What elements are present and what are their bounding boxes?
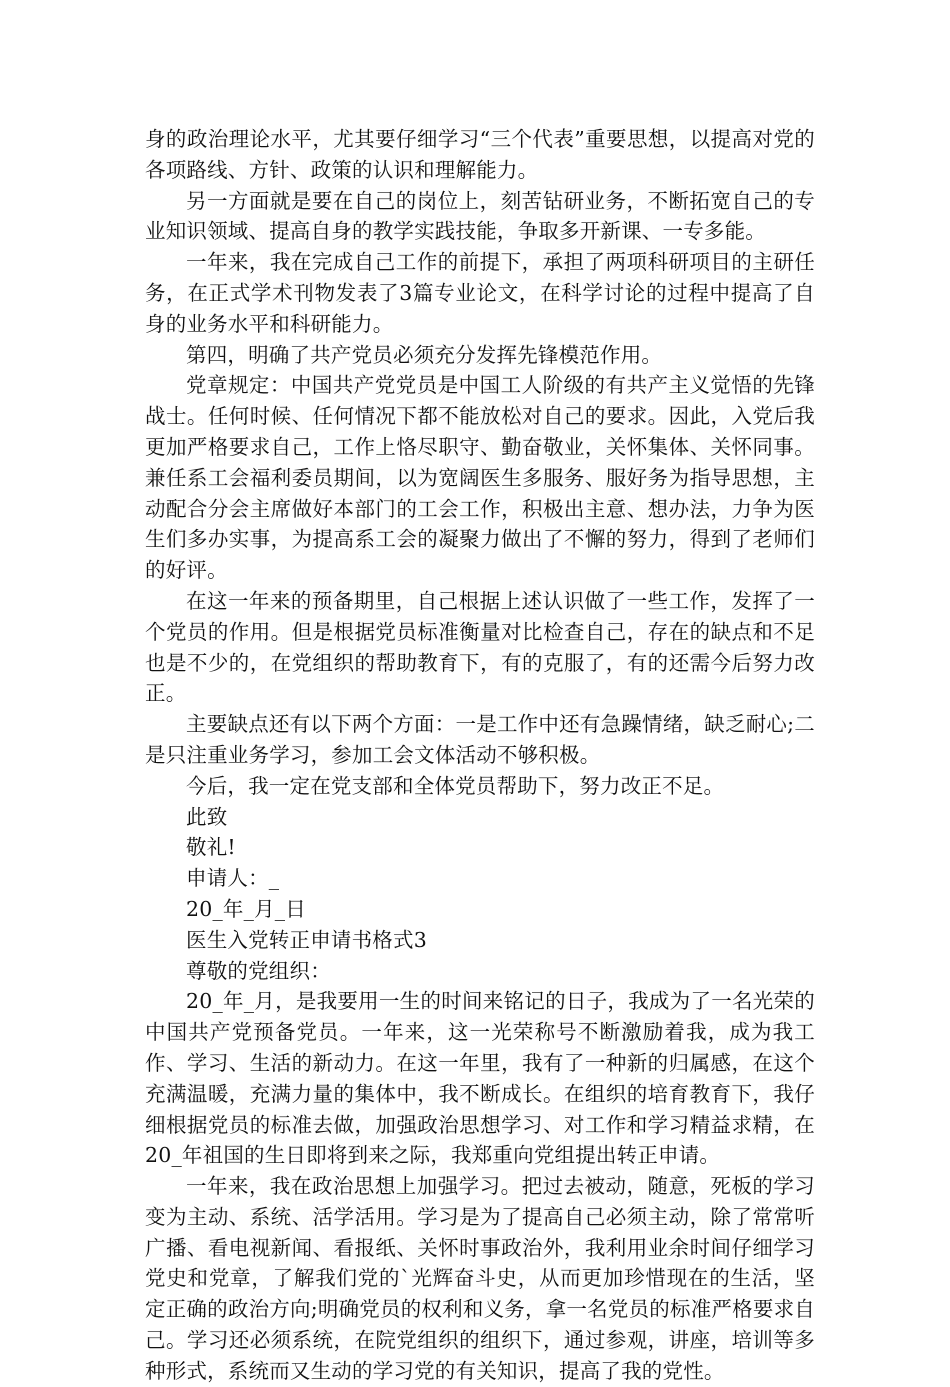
closing-salutation: 此致 bbox=[186, 804, 228, 829]
paragraph: 身的政治理论水平，尤其要仔细学习“三个代表”重要思想，以提高对党的各项路线、方针、政策的认识和理解能力。 bbox=[145, 127, 815, 182]
paragraph: 在这一年来的预备期里，自己根据上述认识做了一些工作，发挥了一个党员的作用。但是根据党员标准衡量对比检查自己，存在的缺点和不足也是不少的，在党组织的帮助教育下，有的克服了，有的还需今后努力改正。 bbox=[145, 588, 815, 706]
paragraph: 20_年_月，是我要用一生的时间来铭记的日子，我成为了一名光荣的中国共产党预备党员。一年来，这一光荣称号不断激励着我，成为我工作、学习、生活的新动力。在这一年里，我有了一种新的归属感，在这个充满温暖，充满力量的集体中，我不断成长。在组织的培育教育下，我仔细根据党员的标准去做，加强政治思想学习、对工作和学习精益求精，在20_年祖国的生日即将到来之际，我郑重向党组提出转正申请。 bbox=[145, 989, 815, 1168]
paragraph: 党章规定：中国共产党党员是中国工人阶级的有共产主义觉悟的先锋战士。任何时候、任何情况下都不能放松对自己的要求。因此，入党后我更加严格要求自己，工作上恪尽职守、勤奋敬业，关怀集体、关怀同事。兼任系工会福利委员期间，以为宽阔医生多服务、服好务为指导思想，主动配合分会主席做好本部门的工会工作，积极出主意、想办法，力争为医生们多办实事，为提高系工会的凝聚力做出了不懈的努力，得到了老师们的好评。 bbox=[145, 373, 815, 583]
paragraph: 另一方面就是要在自己的岗位上，刻苦钻研业务，不断拓宽自己的专业知识领域、提高自身的教学实践技能，争取多开新课、一专多能。 bbox=[145, 188, 815, 244]
paragraph: 一年来，我在政治思想上加强学习。把过去被动，随意，死板的学习变为主动、系统、活学活用。学习是为了提高自己必须主动，除了常常听广播、看电视新闻、看报纸、关怀时事政治外，我利用业余时间仔细学习党史和党章，了解我们党的`光辉奋斗史，从而更加珍惜现在的生活，坚定正确的政治方向;明确党员的权利和义务，拿一名党员的标准严格要求自己。学习还必须系统，在院党组织的组织下，通过参观，讲座，培训等多种形式，系统而又生动的学习党的有关知识，提高了我的党性。 bbox=[145, 1174, 815, 1383]
section-title: 医生入党转正申请书格式3 bbox=[186, 927, 427, 952]
document-body bbox=[145, 124, 815, 1387]
paragraph: 主要缺点还有以下两个方面：一是工作中还有急躁情绪，缺乏耐心;二是只注重业务学习，参加工会文体活动不够积极。 bbox=[145, 712, 815, 767]
paragraph: 一年来，我在完成自己工作的前提下，承担了两项科研项目的主研任务，在正式学术刊物发表了3篇专业论文，在科学讨论的过程中提高了自身的业务水平和科研能力。 bbox=[145, 250, 815, 336]
paragraph: 今后，我一定在党支部和全体党员帮助下，努力改正不足。 bbox=[186, 773, 725, 798]
greeting: 尊敬的党组织： bbox=[186, 958, 331, 983]
applicant-line: 申请人：_ bbox=[186, 866, 280, 891]
paragraph: 第四，明确了共产党员必须充分发挥先锋模范作用。 bbox=[186, 342, 663, 367]
date-line: 20_年_月_日 bbox=[186, 896, 306, 921]
closing-respect: 敬礼! bbox=[186, 835, 236, 860]
